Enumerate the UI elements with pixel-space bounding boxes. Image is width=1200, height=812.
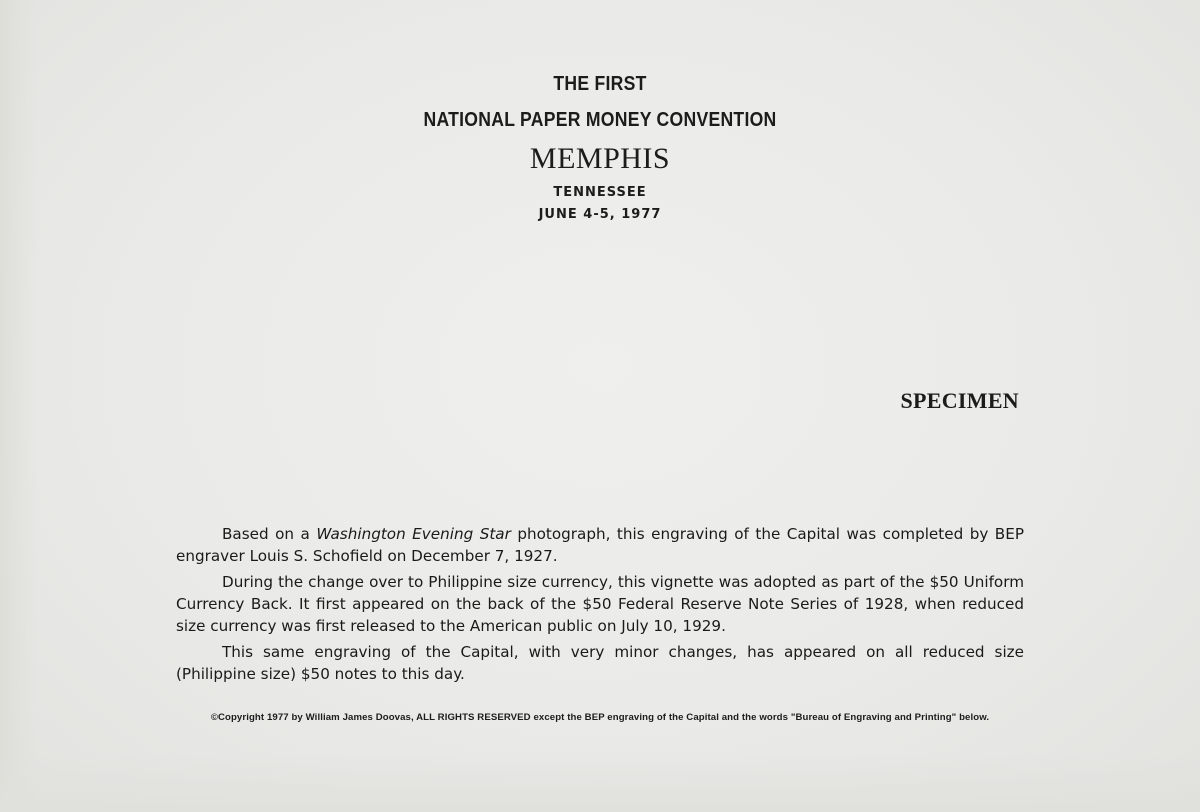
document-header (0, 66, 1200, 226)
header-state: TENNESSEE (553, 185, 647, 200)
paragraph-3: This same engraving of the Capital, with very minor changes, has appeared on all reduced size (Philippine size) $50 notes to this day. (176, 643, 1024, 683)
description-text (176, 523, 1024, 689)
newspaper-title: Washington Evening Star (316, 525, 511, 543)
copyright-notice: ©Copyright 1977 by William James Doovas, ALL RIGHTS RESERVED except the BEP engraving of the Capital and the words "Bureau of Engraving and Printing" below. (210, 712, 990, 723)
header-date: JUNE 4-5, 1977 (538, 207, 662, 222)
paragraph-1-end: photograph, this engraving of the Capital was completed by BEP engraver Louis S. Schofield on December 7, 1927. (176, 525, 1024, 565)
header-line-first: THE FIRST (553, 73, 647, 95)
paper-bottom-shading (0, 752, 1200, 812)
paragraph-2: During the change over to Philippine size currency, this vignette was adopted as part of the $50 Uniform Currency Back. It first appeared on the back of the $50 Federal Reserve Note Series of 1928, when reduced size currency was first released to the American public on July 10, 1929. (176, 573, 1024, 635)
header-city: MEMPHIS (529, 142, 671, 175)
paragraph-1 (176, 523, 1024, 567)
specimen-label: SPECIMEN (900, 388, 1019, 413)
paragraph-1-start: Based on a (222, 525, 317, 543)
header-convention-title: NATIONAL PAPER MONEY CONVENTION (423, 109, 777, 131)
